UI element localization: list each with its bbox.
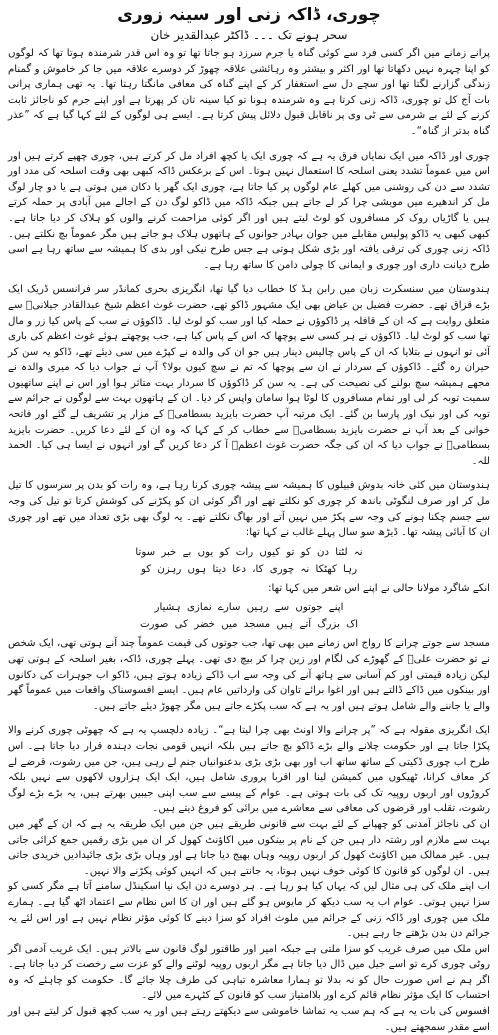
article-byline: سحر ہونے تک ۔۔۔ ڈاکٹر عبدالقدیر خان [150,28,348,42]
article-closing-line: افسوس کی بات یہ ہے کہ ہم سب یہ تماشا خاموشی سے دیکھتے رہتے ہیں اور یہ سب کچھ قبول کر لیتے ہیں اور اسے مقدر سمجھتے ہیں۔ [8,1006,490,1033]
article-paragraph-8: اب اپنے ملک کی ہی مثال لیں کہ یہاں کیا ہو رہا ہے۔ ہر دوسرے دن ایک نیا اسکینڈل سامنے آتا ہے مگر کسی کو سزا نہیں ہوتی۔ عوام اب یہ سب دیکھ کر مایوس ہو گئے ہیں اور ان کا اس نظام سے اعتماد اٹھ گیا ہے۔ ہمارے ملک میں چوری اور ڈاکہ زنی کے جرائم میں ملوث افراد کو سزا دینے کا کوئی مؤثر نظام نہیں ہے اور اس لئے یہ جرائم دن بدن بڑھتے جا رہے ہیں۔ [8,881,490,940]
article-paragraph-1: پرانے زمانے میں اگر کسی فرد سے کوئی گناہ یا جرم سرزد ہو جاتا تھا تو وہ اس قدر شرمندہ ہوتا تھا کہ لوگوں کو اپنا چہرہ نہیں دکھاتا تھا اور اکثر و بیشتر وہ رہائشی علاقہ چھوڑ کر دوسرے علاقہ میں جا کر خاموش و گمنام زندگی گزارنے لگتا تھا اور سچے دل سے استغفار کر کے اپنے گناہ کی معافی مانگتا رہتا تھا۔ یہ تھی ہماری پرانی بات آج کل تو چوری، ڈاکہ زنی کرتا ہے وہ شرمندہ ہونا تو کیا سینہ تان کر پھرتا ہے اور اپنے جرم کو ناجائز ثابت کرنے کے لئے بے شرمی سے ٹی وی پر ناقابل قبول دلائل پیش کرتا ہے۔ ایسے ہی لوگوں کے لئے کہا گیا ہے کہ ”عذر گناہ بدتر از گناہ“۔ [8,48,490,137]
couplet-line: اپنے جوتوں سے رہیں سارے نمازی ہشیار [154,602,344,614]
article-paragraph-9: اس ملک میں صرف غریب کو سزا ملتی ہے جبکہ امیر اور طاقتور لوگ قانون سے بالاتر ہیں۔ ایک غریب آدمی اگر روٹی چوری کرے تو اسے جیل میں ڈال دیا جاتا ہے مگر اربوں روپیہ لوٹنے والے کو عزت سے رخصت کر دیا جاتا ہے۔ اگر ہم نے اس صورت حال کو نہ بدلا تو ہمارا معاشرہ تباہی کی طرف چلا جائے گا۔ حکومت کو چاہئے کہ وہ احتساب کا ایک مؤثر نظام قائم کرے اور بلاامتیاز سب کو قانون کے کٹہرے میں لائے۔ [8,943,490,1002]
hali-couplet [8,599,490,633]
article-paragraph-6: ایک انگریزی مقولہ ہے کہ ”پر چرانے والا اونٹ بھی چرا لیتا ہے“۔ زیادہ دلچسپ یہ ہے کہ چھوٹی چوری کرنے والا پکڑا جاتا ہے اور حکومت چلانے والے بڑے ڈاکو بچ جاتے ہیں بلکہ انہیں قومی نجات دہندہ قرار دیا جاتا ہے۔ اس طرح اب چوری ڈکیتی کے ساتھ ساتھ اب اور بھی بڑی بڑی بدعنوانیاں جنم لے رہی ہیں، جن میں رشوت، قرضے لے کر معاف کرانا، ٹھیکوں میں کمیشن لینا اور اقربا پروری شامل ہیں، ایک ایک ہزاروں لاکھوں سے نہیں بلکہ کروڑوں اور اربوں روپیہ تک کی بات ہوتی ہے۔ عوام کے پیسے سے سب اپنی جیبیں بھرتے ہیں، یہ بڑے بڑے لوگ رشوت، تقلب اور قرضوں کی معافی سے معاشرے میں برائی کو فروغ دیتے ہیں۔ [8,725,490,815]
couplet-line: نہ لٹتا دن کو تو کیوں رات کو یوں بے خبر سوتا [135,546,363,558]
article-paragraph-7: ان کی ناجائز آمدنی کو چھپانے کے لئے بہت سے قانونی طریقے ہیں جن میں ایک طریقہ یہ ہے کہ ان کے گھر میں بہت سے ملازم اور رشتہ دار ہیں جن کے نام پر بینکوں میں اکاؤنٹ کھول کر ان میں بڑی رقمیں جمع کرائی جاتی ہیں۔ غیر ممالک میں اکاؤنٹ کھول کر اربوں روپیہ وہاں بھیج دیا جاتا ہے اور وہاں بڑی بڑی جائیدادیں خریدی جاتی ہیں۔ ان لوگوں کو قانون کا کوئی خوف نہیں ہوتا، یہ جانتے ہیں کہ انہیں کوئی پکڑنے والا نہیں۔ [8,818,490,877]
paragraph-spacer [8,714,490,723]
ghalib-couplet [8,544,490,578]
paragraph-spacer [8,469,490,478]
couplet-line: رہا کھٹکا نہ چوری کا، دعا دیتا ہوں رہزن کو [140,563,358,575]
article-paragraph-2: چوری اور ڈاکہ میں ایک نمایاں فرق یہ ہے کہ چوری ایک یا کچھ افراد مل کر کرتے ہیں، چوری چھپے کرتے ہیں اور اس میں عموماً تشدد یعنی اسلحہ کا استعمال نہیں ہوتا۔ اس کے برعکس ڈاکہ کبھی بھی وقت اسلحہ کی مدد اور تشدد سے دن کی روشنی میں کھلے عام لوگوں پر کیا جاتا ہے، چوری ایک گھر یا دکان میں ہوتی ہے یا دو چار لوگ مل کر اندھیرے میں مویشی چرا کر لے جاتے ہیں جبکہ ڈاکہ میں ڈاکو لوگ دن کے اجالے میں آبادی پر حملہ کرتے ہیں یا گاڑیاں روک کر مسافروں کو لوٹ لیتے ہیں اور اگر کوئی مزاحمت کرنے والوں کو ہلاک کر دیا جاتا ہے۔ کبھی کبھی یہ ڈاکو پولیس مقابلے میں جوان بہادر جوانوں کے ہاتھوں ہلاک ہو جاتے ہیں مگر عموماً بچ نکلتے ہیں۔ ڈاکہ زنی چوری کی ترقی یافتہ اور بڑی شکل ہوتی ہے جس طرح نیکی اور بدی کا ہمیشہ سے ساتھ رہا ہے اسی طرح دیانت داری اور چوری و ایمانی کا چولی دامن کا ساتھ رہا ہے۔ [8,150,490,271]
paragraph-spacer [8,140,490,149]
paragraph-spacer [8,273,490,282]
article-paragraph-5: مسجد سے جوتے چرانے کا رواج اس زمانے میں بھی تھا، جب جوتوں کی قیمت عموماً چند آنے ہوتی تھی، ایک شخص نے تو حضرت علیؓ کے گھوڑے کی لگام اور زین چرا کر بیچ دی تھی۔ پہلے چوری، ڈاکہ، بغیر اسلحہ کے ہوتی تھی لیکن زیادہ قیمتی اور کم آسانی سے ہاتھ آنے کی وجہ سے اب ڈاکے زیادہ ہوتے ہیں، ڈاکو اب جوہرات کی دکانوں اور بینکوں میں ڈاکے ڈالتے ہیں اور اغوا برائے تاوان کی وارداتیں عام ہیں۔ ایسے افسوسناک واقعات میں عموماً گھر والے یا جاننے والے شامل ہوتے ہیں اور یہ ہے کہ سب پکڑے جاتے ہیں مگر چھوڑ دیئے جاتے ہیں۔ [8,638,490,712]
hali-intro: انکے شاگرد مولانا حالی نے اپنے اس شعر میں کہا تھا: [268,582,490,594]
article-paragraph-3: ہندوستان میں سنسکرت زبان میں رابن ہڈ کا خطاب دیا گیا تھا، انگریزی بحری کمانڈر سر فرانسس ڈریک ایک بڑے قزاق تھے۔ حضرت فضیل بن عیاض بھی ایک مشہور ڈاکو تھے، حضرت غوث اعظم شیخ عبدالقادر جیلانیؒ سے متعلق روایت ہے کہ ان کے قافلہ پر ڈاکوؤں نے حملہ کیا اور سب کو لوٹ لیا۔ ڈاکوؤں نے سب کے پاس کیا زر و مال تھا سب کو لوٹ لیا۔ ڈاکوؤں نے ہر کسی سے پوچھا کہ اس کے پاس کیا ہے، جب پوچھتے ہوئے غوث اعظم کی باری آئی تو انہوں نے بتلایا کہ ان کے پاس چالیس دینار ہیں جو ان کی والدہ نے کپڑے میں سی دیئے تھے، ڈاکو یہ سن کر حیران رہ گئے۔ ڈاکوؤں کے سردار نے ان سے پوچھا کہ تم نے سچ کیوں بولا؟ آپ نے جواب دیا کہ میری والدہ نے مجھے ہمیشہ سچ بولنے کی نصیحت کی ہے۔ یہ سن کر ڈاکوؤں کا سردار بہت متاثر ہوا اور اس نے اپنے ساتھیوں سمیت توبہ کر لی اور تمام مسافروں کا لوٹا ہوا سامان واپس کر دیا۔ ان کے ہاتھوں بہت سے لوگوں نے جرائم سے توبہ کی اور نیک اور پارسا بن گئے۔ ایک مرتبہ آپ حضرت بایزید بسطامیؒ کے مزار پر تشریف لے گئے اور فاتحہ خوانی کے بعد آپ نے حضرت بایزید بسطامیؒ سے خطاب کر کے کہا کہ وہ ان کے لئے دعا کریں۔ حضرت بایزید بسطامیؒ نے جواب دیا کہ ان کی جگہ حضرت غوث اعظمؒ آ کر دعا کریں گے اور انہوں نے ایسا ہی کیا۔ الحمد للہ۔ [8,284,490,467]
couplet-line: اک بزرگ آتے ہیں مسجد میں خضر کی صورت [139,619,359,631]
article-paragraph-4: ہندوستان میں کئی خانہ بدوش قبیلوں کا ہمیشہ سے پیشہ چوری کرنا رہا ہے، وہ رات کو بدن پر سرسوں کا تیل مل کر اور صرف لنگوٹی باندھ کر چوری کو نکلتے تھے اور اگر کوئی ان کو پکڑنے کی کوشش کرتا تو تیل کی وجہ سے جسم چکنا ہونے کی وجہ سے پکڑ میں نہیں آتے اور بھاگ نکلتے تھے۔ یہ لوگ بھی بڑی تعداد میں تھے اور چوری ان کا آبائی پیشہ تھا۔ ڈیڑھ سو سال پہلے غالب نے کہا تھا: [8,480,490,539]
article-headline: چوری، ڈاکہ زنی اور سینہ زوری [117,5,381,25]
